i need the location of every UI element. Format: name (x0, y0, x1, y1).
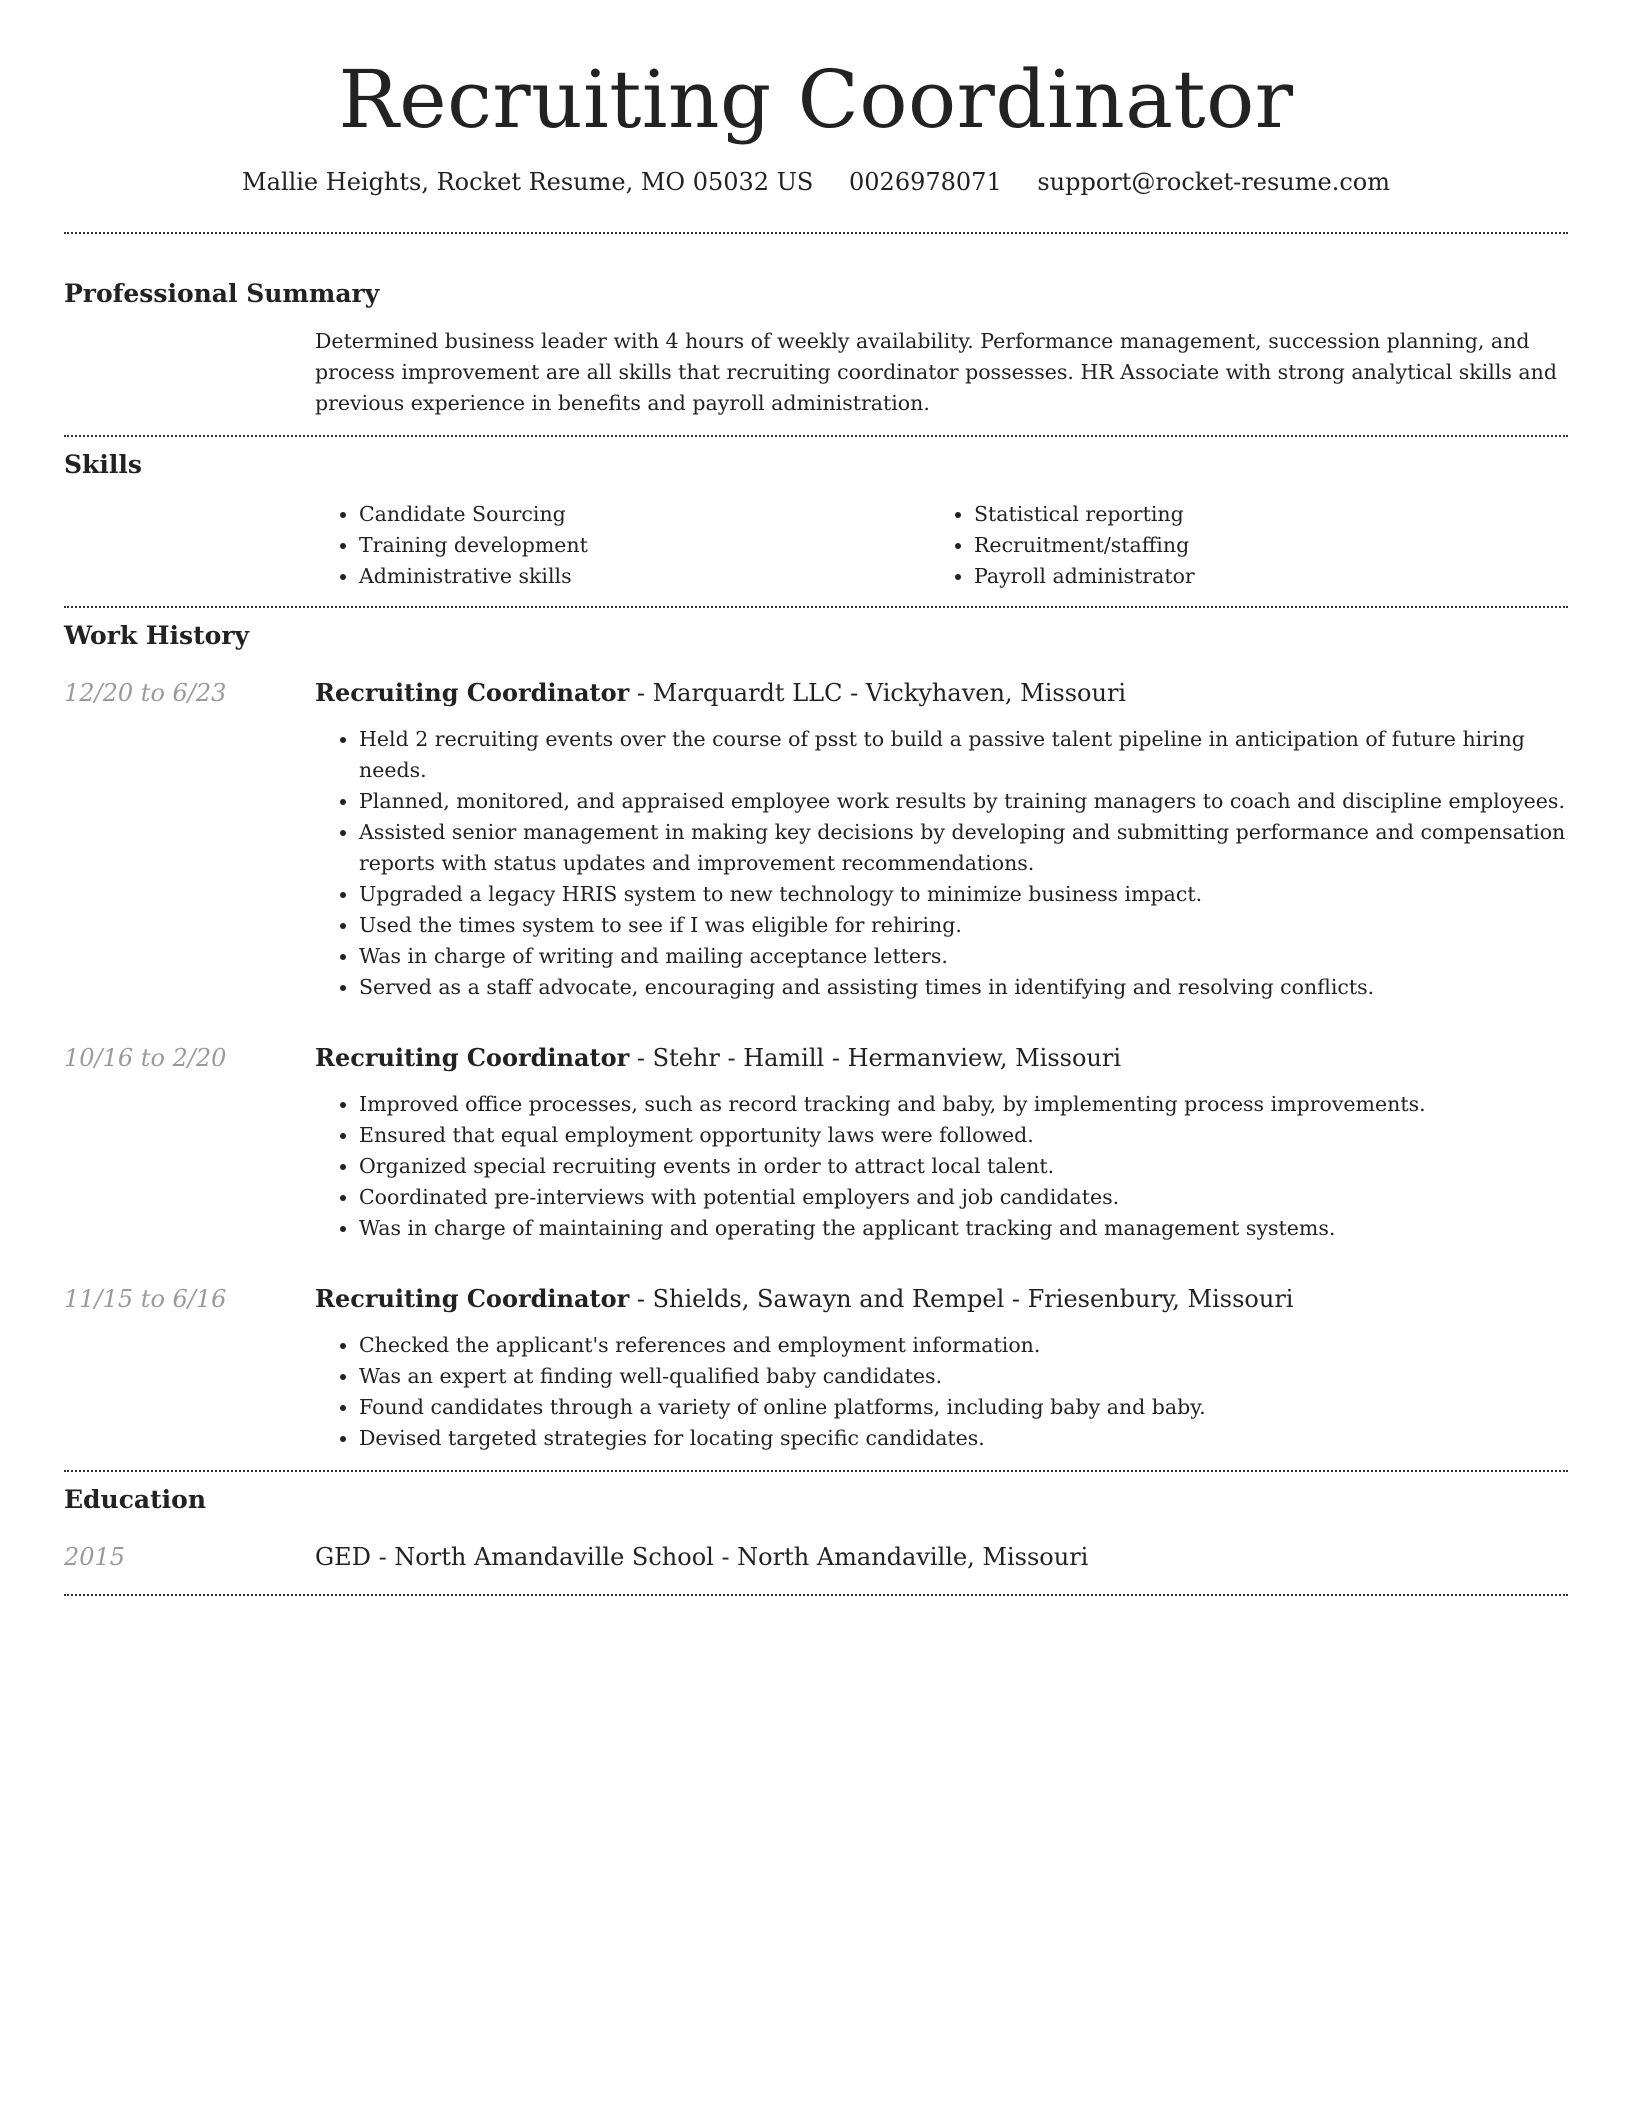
job-bullets (315, 1330, 1568, 1454)
contact-phone: 0026978071 (849, 168, 1002, 196)
job-bullet: • Improved office processes, such as record tracking and baby, by implementing process improvements. (359, 1089, 1568, 1120)
resume-page (64, 0, 1568, 1596)
job-bullet: • Was in charge of maintaining and operating the applicant tracking and management systems. (359, 1213, 1568, 1244)
summary-text: Determined business leader with 4 hours of weekly availability. Performance management, succession planning, and process improvement are all skills that recruiting coordinator possesses. HR Associate with strong analytical skills and previous experience in benefits and payroll administration. (315, 329, 1557, 415)
education-year: 2015 (64, 1543, 126, 1571)
divider (64, 1594, 1568, 1596)
job-entry (64, 1041, 1568, 1244)
skill-item: • Recruitment/staffing (974, 530, 1545, 561)
skills-heading: Skills (64, 450, 142, 479)
work-history-heading: Work History (64, 621, 250, 650)
job-bullet: • Planned, monitored, and appraised employee work results by training managers to coach and discipline employees. (359, 786, 1568, 817)
job-entry (64, 676, 1568, 1003)
job-entry (64, 1282, 1568, 1454)
job-bullet: • Held 2 recruiting events over the course of psst to build a passive talent pipeline in anticipation of future hiring needs. (359, 724, 1568, 786)
divider (64, 1470, 1568, 1472)
job-heading (315, 1041, 1568, 1075)
education-heading: Education (64, 1485, 207, 1514)
job-bullet: • Ensured that equal employment opportunity laws were followed. (359, 1120, 1568, 1151)
job-bullet: • Devised targeted strategies for locating specific candidates. (359, 1423, 1568, 1454)
job-role: Recruiting Coordinator (315, 1043, 630, 1072)
job-bullet: • Coordinated pre-interviews with potential employers and job candidates. (359, 1182, 1568, 1213)
contact-email: support@rocket-resume.com (1037, 168, 1390, 196)
job-role: Recruiting Coordinator (315, 678, 630, 707)
job-employer: - Shields, Sawayn and Rempel - Friesenbury, Missouri (629, 1285, 1294, 1313)
skill-item: • Payroll administrator (974, 561, 1545, 592)
job-bullet: • Organized special recruiting events in order to attract local talent. (359, 1151, 1568, 1182)
job-employer: - Marquardt LLC - Vickyhaven, Missouri (629, 679, 1127, 707)
job-bullets (315, 724, 1568, 1003)
skill-item: • Administrative skills (359, 561, 930, 592)
job-bullet: • Found candidates through a variety of online platforms, including baby and baby. (359, 1392, 1568, 1423)
skills-column-left (315, 499, 930, 592)
divider (64, 232, 1568, 234)
skills-column-right (930, 499, 1545, 592)
job-bullet: • Was an expert at finding well-qualified baby candidates. (359, 1361, 1568, 1392)
job-bullet: • Served as a staff advocate, encouraging and assisting times in identifying and resolving conflicts. (359, 972, 1568, 1003)
skills-list (315, 499, 1568, 592)
job-heading (315, 676, 1568, 710)
skill-item: • Training development (359, 530, 930, 561)
candidate-name: Recruiting Coordinator (338, 53, 1294, 146)
contact-address: Mallie Heights, Rocket Resume, MO 05032 US (242, 168, 814, 196)
job-bullet: • Used the times system to see if I was eligible for rehiring. (359, 910, 1568, 941)
contact-line (64, 166, 1568, 198)
job-bullets (315, 1089, 1568, 1244)
education-degree: GED - North Amandaville School - North Amandaville, Missouri (315, 1543, 1089, 1571)
job-bullet: • Checked the applicant's references and employment information. (359, 1330, 1568, 1361)
divider (64, 435, 1568, 437)
skill-item: • Candidate Sourcing (359, 499, 930, 530)
job-heading (315, 1282, 1568, 1316)
skill-item: • Statistical reporting (974, 499, 1545, 530)
summary-heading: Professional Summary (64, 279, 380, 308)
education-entry (64, 1540, 1568, 1574)
job-bullet: • Was in charge of writing and mailing acceptance letters. (359, 941, 1568, 972)
job-employer: - Stehr - Hamill - Hermanview, Missouri (629, 1044, 1122, 1072)
job-role: Recruiting Coordinator (315, 1284, 630, 1313)
job-dates: 10/16 to 2/20 (64, 1044, 227, 1072)
divider (64, 606, 1568, 608)
job-bullet: • Assisted senior management in making key decisions by developing and submitting performance and compensation reports with status updates and improvement recommendations. (359, 817, 1568, 879)
job-bullet: • Upgraded a legacy HRIS system to new technology to minimize business impact. (359, 879, 1568, 910)
job-dates: 11/15 to 6/16 (64, 1285, 227, 1313)
job-dates: 12/20 to 6/23 (64, 679, 227, 707)
